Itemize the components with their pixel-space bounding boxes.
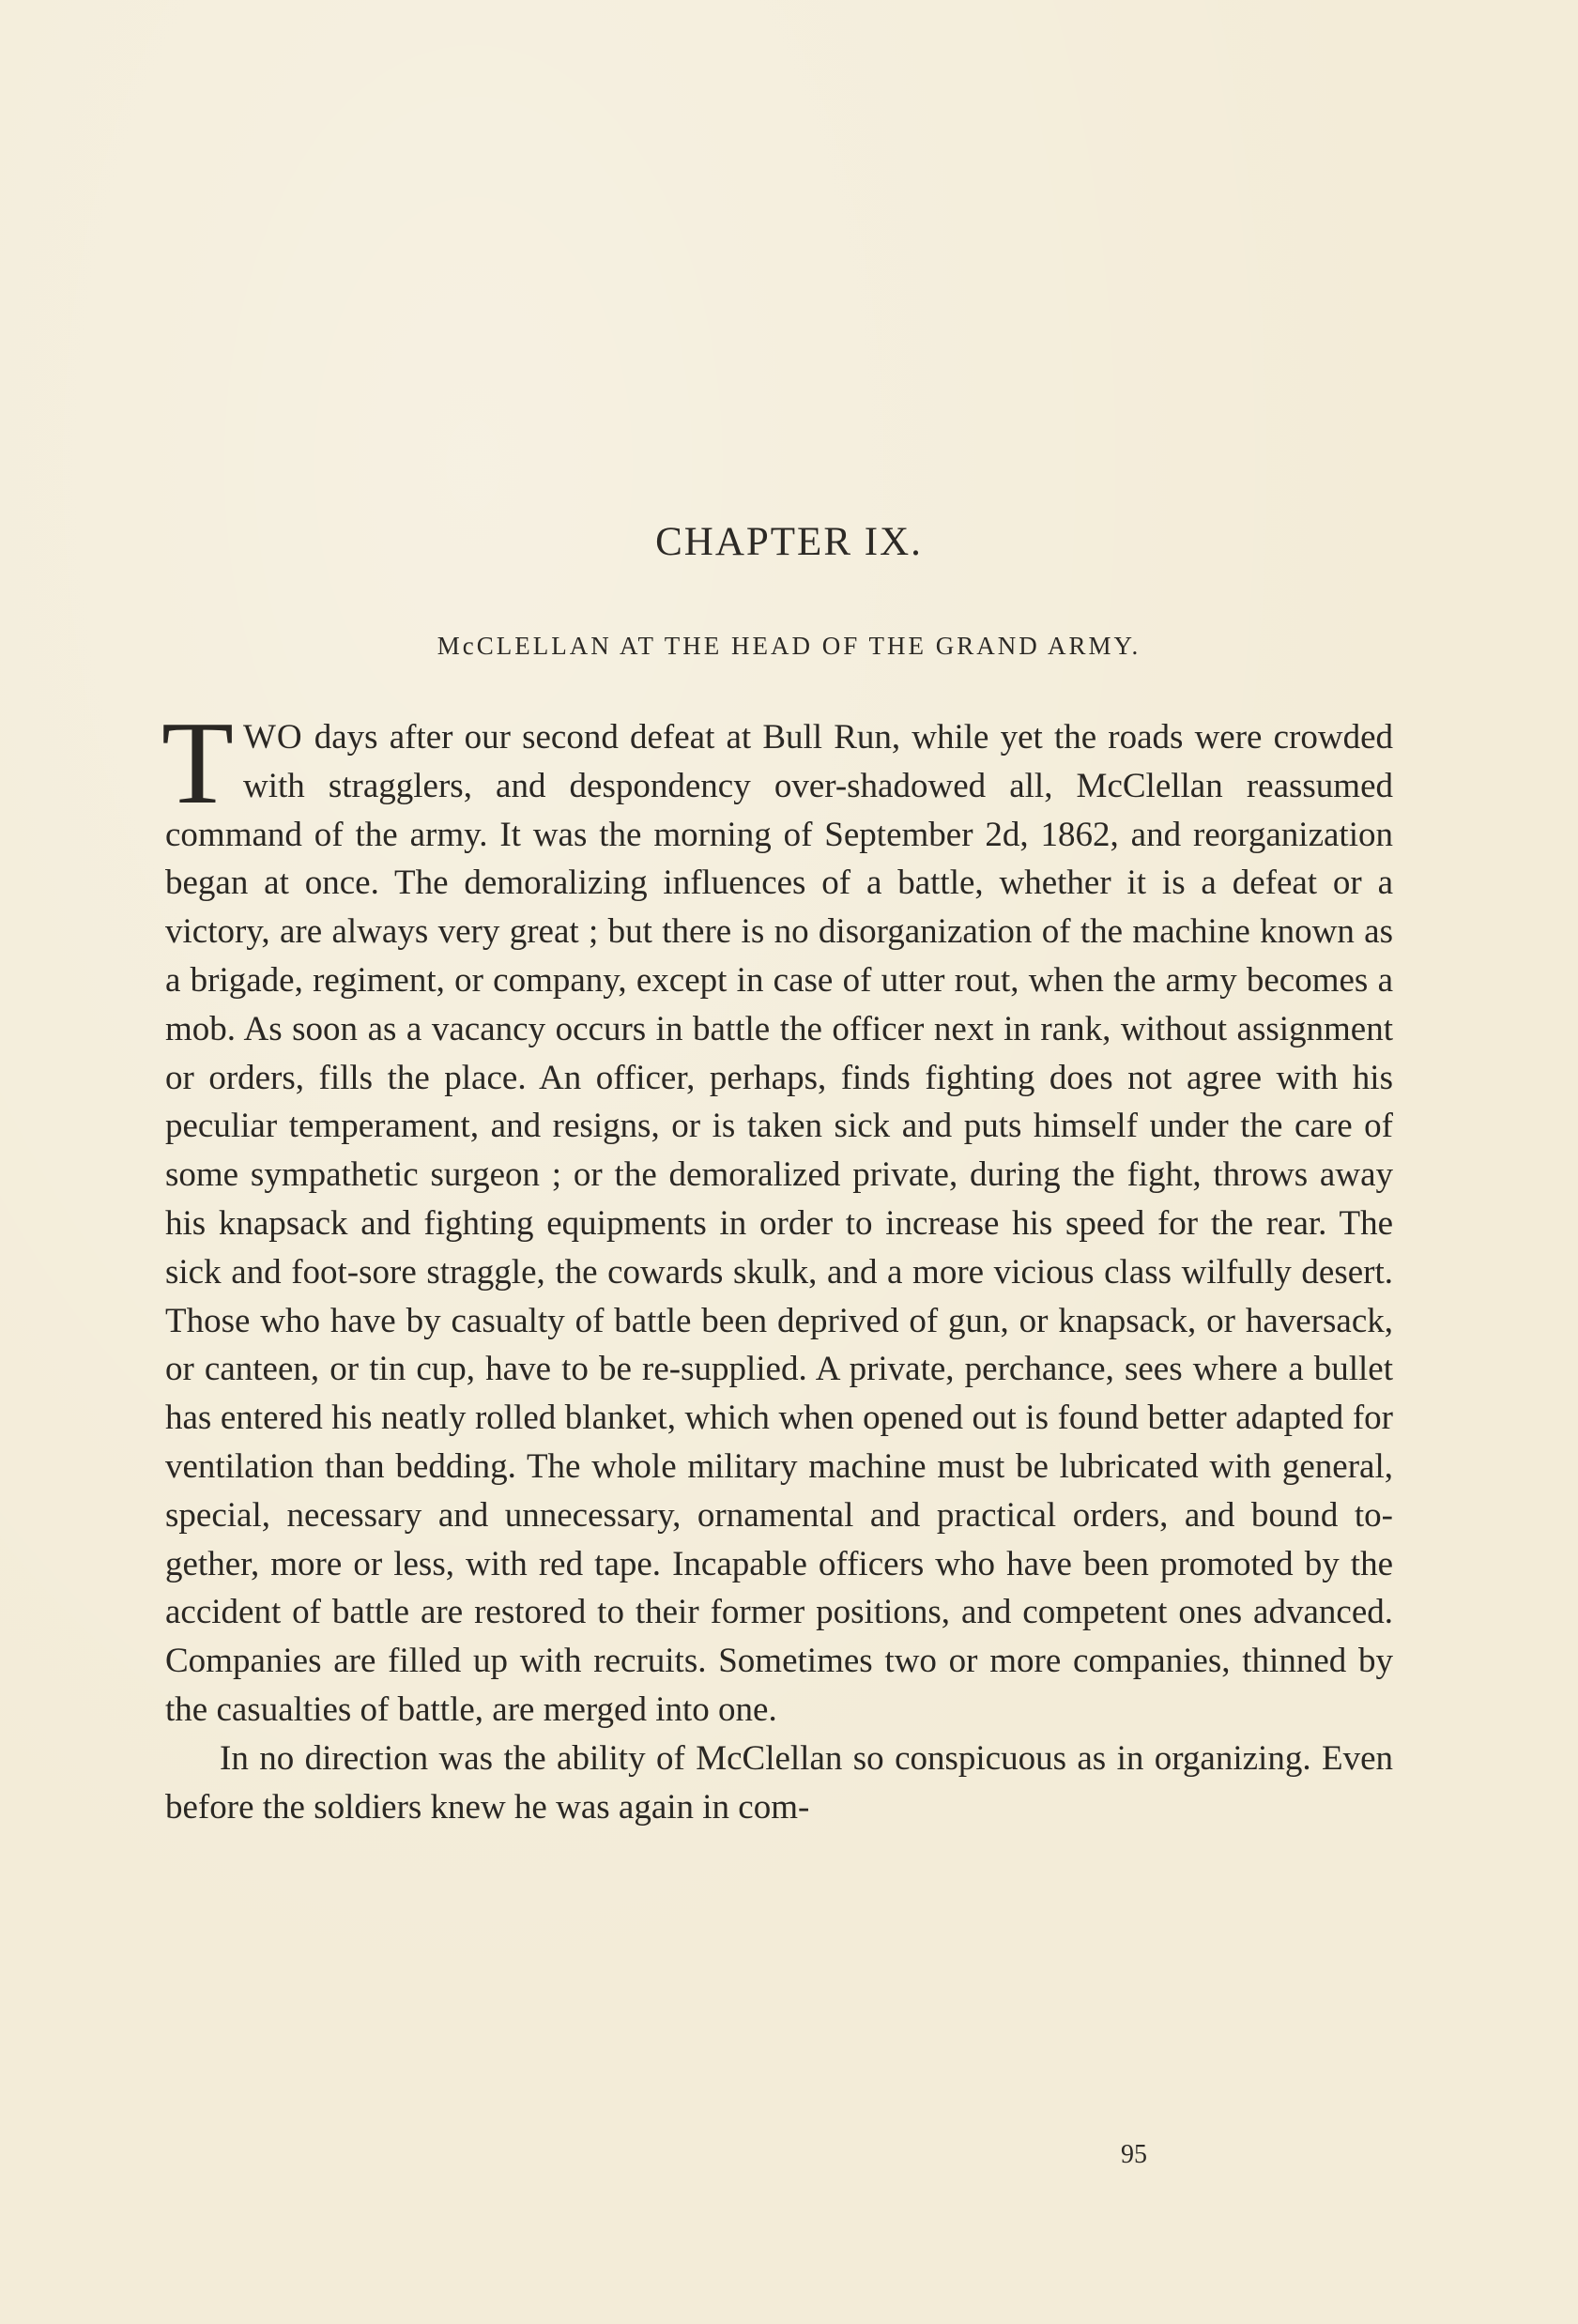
chapter-title: CHAPTER IX. (655, 520, 923, 564)
paragraph-second: In no direction was the ability of McClellan so conspicuous as in organizing. Even before the soldiers knew he was again in com- (165, 1738, 1393, 1827)
lead-word: WO (242, 718, 303, 757)
paragraph-first (161, 698, 1393, 1735)
chapter-subtitle: McCLELLAN AT THE HEAD OF THE GRAND ARMY. (437, 632, 1141, 660)
paragraph-first-text: days after our second defeat at Bull Run, while yet the roads were crowded with stragglers, and despondency over-shadowed all, McClellan reassumed command of the army. It was the morning of September 2d, 1862, and reorganization began at once. The demoralizing influences of a battle, whether it is a defeat or a victory, are always very great ; but there is no disorganization of the machine known as a brigade, regiment, or company, except in case of utter rout, when the army becomes a mob. As soon as a vacancy occurs in battle the officer next in rank, without assignment or orders, fills the place. An officer, perhaps, finds fighting does not agree with his peculiar temperament, and resigns, or is taken sick and puts himself under the care of some sympathetic surgeon ; or the demoralized private, during the fight, throws away his knapsack and fighting equipments in order to increase his speed for the rear. The sick and foot-sore straggle, the cowards skulk, and a more vicious class wilfully desert. Those who have by casualty of battle been deprived of gun, or knapsack, or haversack, or canteen, or tin cup, have to be re-supplied. A private, perchance, sees where a bullet has entered his neatly rolled blanket, which when opened out is found better adapted for ventilation than bedding. The whole military machine must be lubricated with general, special, necessary and unnecessary, ornamental and practical orders, and bound to-gether, more or less, with red tape. Incapable officers who have been promoted by the accident of battle are restored to their former positions, and competent ones advanced. Companies are filled up with recruits. Sometimes two or more companies, thinned by the casualties of battle, are merged into one. (165, 718, 1393, 1729)
page-number: 95 (1121, 2140, 1147, 2169)
chapter-body (161, 698, 1393, 1831)
drop-cap: T (161, 698, 234, 829)
